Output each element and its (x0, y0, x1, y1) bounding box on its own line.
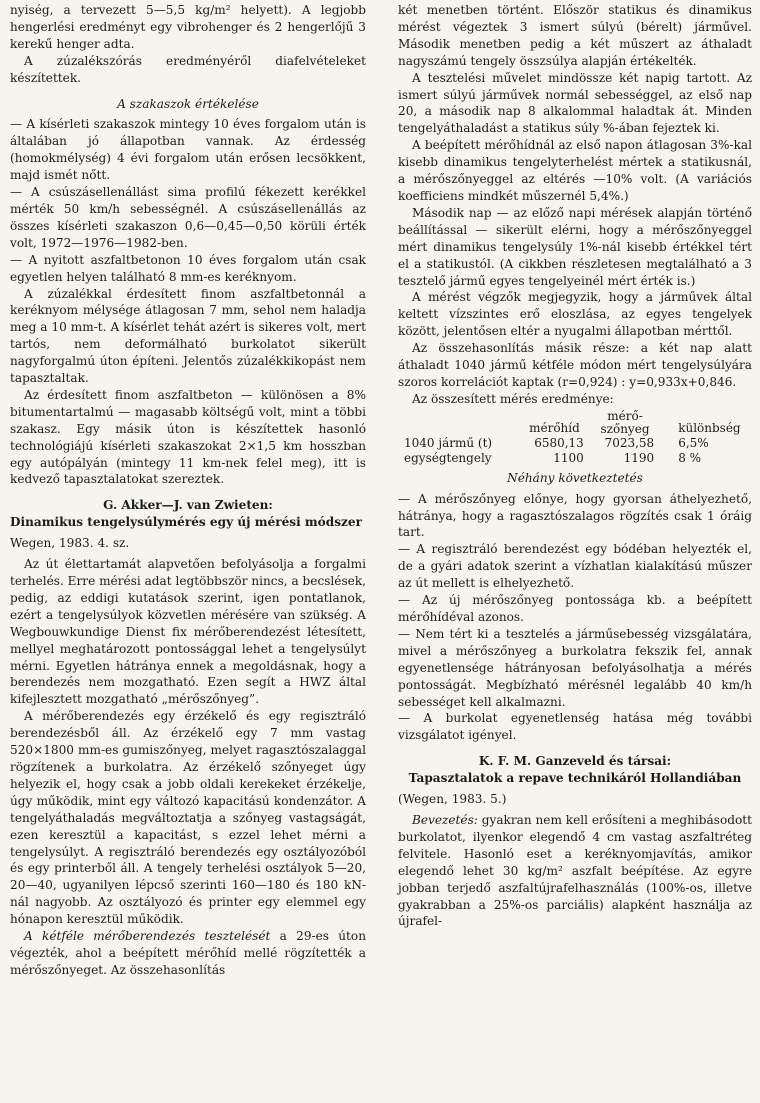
article-title: Dinamikus tengelysúlymérés egy új mérési módszer (10, 515, 362, 530)
table-header-row (404, 410, 752, 436)
table-cell-bridge: 1100 (553, 450, 584, 465)
left-column (10, 2, 366, 979)
table-cell-mat: 7023,58 (604, 435, 655, 450)
paragraph-continued: nyiség, a tervezett 5—5,5 kg/m² helyett). A legjobb hengerlési eredményt egy vibrohenger és 2 hengerlőjű 3 kerekű henger adta. (10, 3, 366, 51)
paragraph-rut-depth: A zúzalékkal érdesített finom aszfaltbetonnál a keréknyom mélysége átlagosan 7 mm, sehol nem haladja meg a 10 mm-t. A kísérlet tehát azért is sikeres volt, mert tartós, nem deformálható burkolatot sikerült nagyforgalmú úton építeni. Jelentős zúzalékkikopást nem tapasztaltak. (10, 286, 366, 386)
paragraph-summary-label: Az összesített mérés eredménye: (412, 391, 614, 406)
bullet-advantage: — A mérőszőnyeg előnye, hogy gyorsan áthelyezhető, hátránya, hogy a ragasztószalagos rögzítés csak 1 óráig tart. (398, 491, 752, 540)
table-header-mat: mérő- szőnyeg (600, 408, 650, 436)
paragraph-comparison: két menetben történt. Először statikus és dinamikus mérést végeztek 3 ismert súlyú (bérelt) járművel. Második menetben pedig a két műszert az áthaladt nagyszámú tengely összsúlya alapján értékelték. (398, 3, 752, 68)
bullet-unevenness: — A burkolat egyenetlenség hatása még további vizsgálatot igényel. (398, 711, 752, 743)
table-header-difference: különbség (678, 420, 741, 435)
paragraph-intro: Az út élettartamát alapvetően befolyásolja a forgalmi terhelés. Erre mérési adat legtöbbször nincs, a becslések, pedig, az eddigi kutatások szerint, igen pontatlanok, ezért a tengelysúlyok közvetlen mérésére van szükség. A Wegbouwkundige Dienst fix mérőberendezést létesített, mellyel meghatározott pontossággal lehet a tengelysúlyt mérni. Egyetlen hátránya ennek a megoldásnak, hogy a berendezés nem mozgatható. Ezen segít a HWZ által kifejlesztett mozgatható „mérőszőnyeg”. (10, 557, 366, 707)
table-cell-label: egységtengely (404, 450, 492, 465)
bullet-speed: — Nem tért ki a tesztelés a járműsebesség vizsgálatára, mivel a mérőszőnyeg a burkolatra fekszik fel, annak egyenetlensége hátrányosan befolyásolhatja a mérés pontosságát. Megbízható mérésnél legalább 40 km/h sebességet kell alkalmazni. (398, 626, 752, 709)
italic-phrase: Bevezetés: (412, 812, 478, 827)
article-title: Tapasztalatok a repave technikáról Hollandiában (408, 771, 742, 786)
table-cell-bridge: 6580,13 (534, 435, 584, 450)
bullet-accuracy: — Az új mérőszőnyeg pontossága kb. a beépített mérőhídéval azonos. (398, 593, 752, 624)
table-row (404, 451, 752, 466)
table-cell-label: 1040 jármű (t) (404, 435, 493, 450)
paragraph-zuzalek: A zúzalékszórás eredményéről diafelvételeket készítettek. (10, 53, 366, 85)
paragraph-correlation: Az összehasonlítás másik része: a két nap alatt áthaladt 1040 jármű kétféle módon mért tengelysúlyára szoros korrelációt kaptak (r=0,924) : y=0,933x+0,846. (398, 341, 752, 389)
paragraph-introduction-text: gyakran nem kell erősíteni a meghibásodott burkolatot, ilyenkor elegendő 4 cm vastag aszfaltréteg felvitele. Hasonló eset a keréknyomjavítás, amikor elegendő lehet 30 kg/m² aszfalt beépítése. Az egyre jobban terjedő aszfaltújrafelhasználás (100%-os, illetve gyakrabban a 25%-os parciális) alapként használja az újrafel- (398, 812, 752, 929)
bullet-rutting: — A nyitott aszfaltbetonon 10 éves forgalom után csak egyetlen helyen található 8 mm-es keréknyom. (10, 252, 366, 284)
bullet-skid-resistance: — A csúszásellenállást sima profilú fékezett kerékkel mérték 50 km/h sebességnél. A csúszásellenállás az összes kísérleti szakaszon 0,6—0,45—0,50 körüli érték volt, 1972—1976—1982-ben. (10, 185, 366, 250)
paragraph-first-day: A beépített mérőhídnál az első napon átlagosan 3%-kal kisebb dinamikus tengelyterhelést mértek a statikusnál, a mérőszőnyeggel az eltérés —10% volt. (A variációs koefficiens mindkét műszernél 5,4%.) (398, 138, 752, 203)
table-row (404, 436, 752, 451)
paragraph-horizontal-force: A mérést végzők megjegyzik, hogy a járművek által keltett vízszintes erő eloszlása, az egyes tengelyek között, jelentősen eltér a nyugalmi állapotban mérttől. (398, 290, 752, 339)
paragraph-test-duration: A tesztelési művelet mindössze két napig tartott. Az ismert súlyú járművek normál sebességgel, az első nap 20, a második nap 8 alkalommal haladtak át. Minden tengelyáthaladást a statikus súly %-ában fejeztek ki. (398, 70, 752, 136)
section-heading-conclusions: Néhány következtetés (507, 470, 643, 485)
article-authors: G. Akker—J. van Zwieten: (103, 498, 273, 513)
table-cell-mat: 1190 (623, 450, 655, 465)
article-source: Wegen, 1983. 4. sz. (10, 536, 130, 551)
bullet-recorder: — A regisztráló berendezést egy bódéban helyezték el, de a gyári adatok szerint a vízhatlan kialakítású műszer az út mellett is elhelyezhető. (398, 542, 752, 591)
article-authors: K. F. M. Ganzeveld és társai: (478, 754, 672, 769)
table-cell-difference: 6,5% (678, 435, 709, 450)
bullet-condition: — A kísérleti szakaszok mintegy 10 éves forgalom után is általában jó állapotban vannak. Az érdesség (homokmélység) 4 évi forgalom után erősen lecsökkent, majd ismét nőtt. (10, 117, 366, 183)
paragraph-cost: Az érdesített finom aszfaltbeton — különösen a 8% bitumentartalmú — magasabb költségű volt, mint a többi szakasz. Egy másik úton is készítettek hasonló technológiájú kísérleti szakaszokat 2×1,5 km hosszban egy autópályán (mintegy 11 km-nek felel meg), itt is kedvező tapasztalatokat szereztek. (10, 387, 366, 487)
paragraph-testing (10, 928, 366, 979)
paragraph-testing-text: a 29-es úton végezték, ahol a beépített mérőhíd mellé rögzítették a mérőszőnyeget. Az összehasonlítás (10, 929, 366, 977)
paragraph-second-day: Második nap — az előző napi mérések alapján történő beállítással — sikerült elérni, hogy a mérőszőnyeggel mért dinamikus tengelysúly 1%-nál kisebb értékkel tért el a statikustól. (A cikkben részletesen megtalálható a 3 tesztelő jármű egyes tengelyeinél mért érték is.) (398, 205, 752, 288)
italic-phrase: A kétféle mérőberendezés tesztelését (24, 929, 271, 944)
table-cell-difference: 8 % (678, 450, 702, 465)
paragraph-device: A mérőberendezés egy érzékelő és egy regisztráló berendezésből áll. Az érzékelő egy 7 mm vastag 520×1800 mm-es gumiszőnyeg, melyet ragasztószalaggal rögzítenek a burkolatra. Az érzékelő szőnyeget úgy helyezik el, hogy csak a jobb oldali kerekeket érzékelje, úgy működik, mint egy változó kapacitású kondenzátor. A tengelyáthaladás megváltoztatja a szőnyeg vastagságát, ezen keresztül a kapacitást, s ezzel lehet mérni a tengelysúlyt. A regisztráló berendezés egy osztályozóból és egy printerből áll. A tengely terhelési osztályok 5—20, 20—40, ugyanilyen lépcső szerinti 160—180 és 180 kN-nál nagyobb. Az osztályozó és printer egy elemmel egy hónapon keresztül működik. (10, 709, 366, 927)
article-source: (Wegen, 1983. 5.) (398, 792, 507, 807)
paragraph-introduction (398, 812, 752, 930)
results-table (404, 410, 752, 466)
right-column (398, 2, 752, 930)
section-heading-evaluation: A szakaszok értékelése (117, 96, 259, 111)
table-header-bridge: mérőhíd (529, 420, 580, 435)
